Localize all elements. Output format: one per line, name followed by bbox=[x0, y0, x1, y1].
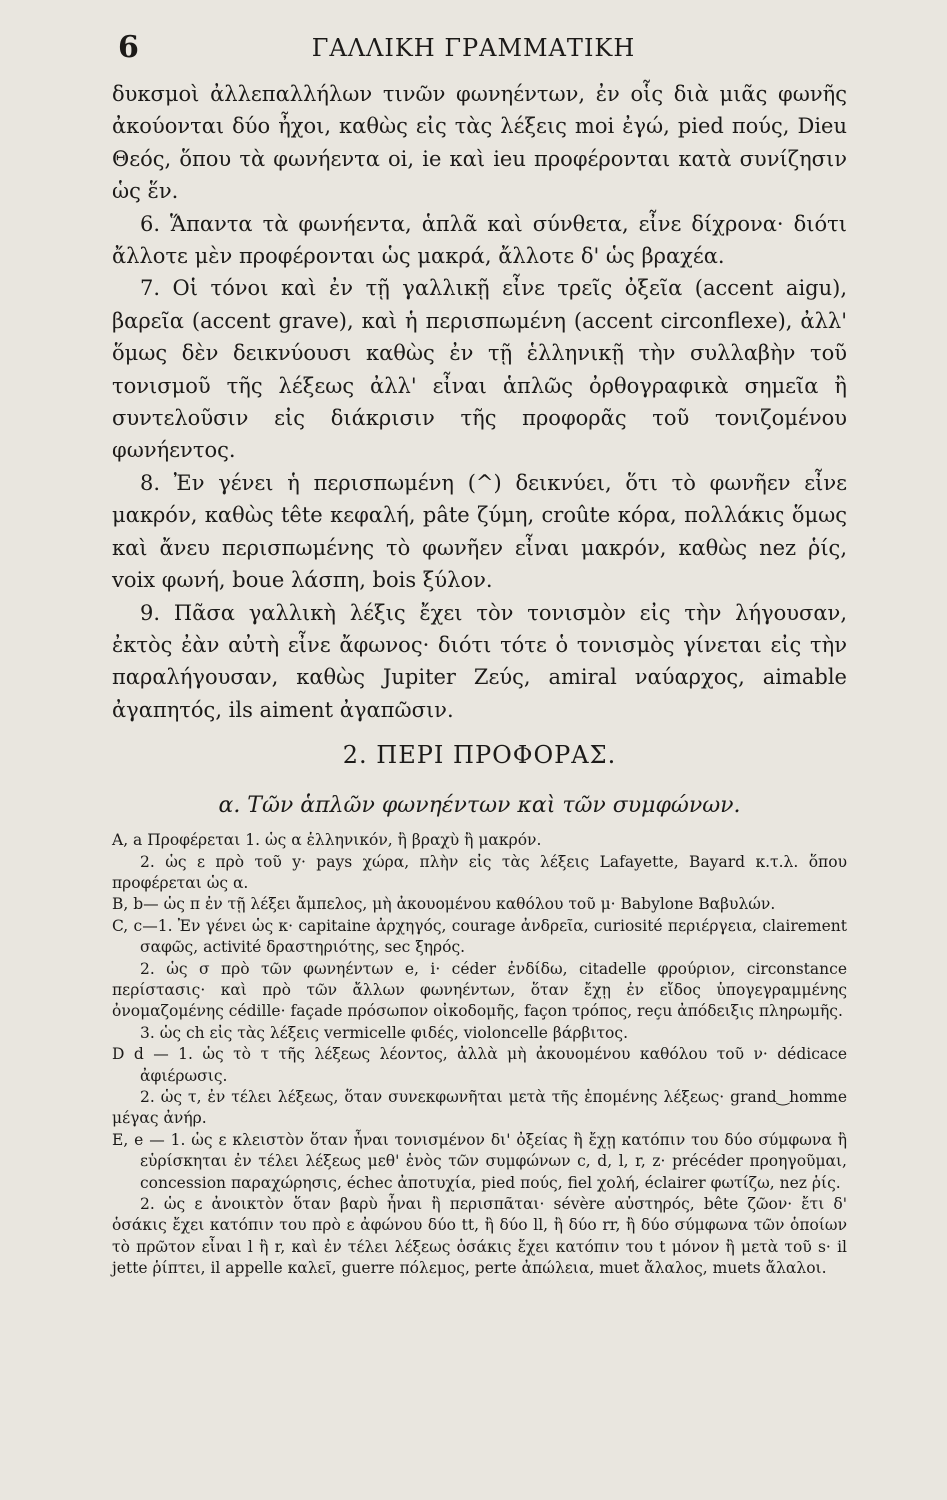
entry-d-2: 2. ὡς τ, ἐν τέλει λέξεως, ὅταν συνεκφωνῆται μετὰ τῆς ἑπομένης λέξεως· grand‿homme μέγας ἀνήρ. bbox=[112, 1088, 847, 1128]
paragraph-8: 8. Ἐν γένει ἡ περισπωμένη (^) δεικνύει, ὅτι τὸ φωνῆεν εἶνε μακρόν, καθὼς tête κεφαλή, pâte ζύμη, croûte κόρα, πολλάκις ὅμως καὶ ἄνευ περισπωμένης τὸ φωνῆεν εἶναι μακρόν, καθὼς nez ῥίς, voix φωνή, boue λάσπη, bois ξύλον. bbox=[112, 470, 847, 593]
paragraph-continuation: δυκσμοὶ ἀλλεπαλλήλων τινῶν φωνηέντων, ἐν οἷς διὰ μιᾶς φωνῆς ἀκούονται δύο ἦχοι, καθὼς εἰς τὰς λέξεις moi ἐγώ, pied πούς, Dieu Θεός, ὅπου τὰ φωνήεντα oi, ie καὶ ieu προφέρονται κατὰ συνίζησιν ὡς ἕν. bbox=[112, 82, 847, 204]
pronunciation-entries bbox=[112, 830, 847, 1280]
entry-c-3: 3. ὡς ch εἰς τὰς λέξεις vermicelle φιδές, violoncelle βάρβιτος. bbox=[140, 1023, 628, 1042]
paragraph-7: 7. Οἱ τόνοι καὶ ἐν τῇ γαλλικῇ εἶνε τρεῖς ὀξεῖα (accent aigu), βαρεῖα (accent grave), καὶ ἡ περισπωμένη (accent circonflexe), ἀλλ' ὅμως δὲν δεικνύουσι καθὼς ἐν τῇ ἑλληνικῇ τὴν συλλαβὴν τοῦ τονισμοῦ τῆς λέξεως ἀλλ' εἶναι ἁπλῶς ὀρθογραφικὰ σημεῖα ἢ συντελοῦσιν εἰς διάκρισιν τῆς προφορᾶς τοῦ τονιζομένου φωνήεντος. bbox=[112, 276, 847, 463]
page-number: 6 bbox=[118, 30, 139, 65]
section-heading: 2. ΠΕΡΙ ΠΡΟΦΟΡΑΣ. bbox=[342, 741, 617, 770]
body-text bbox=[112, 78, 847, 1280]
entry-a: A, a Προφέρεται 1. ὡς α ἑλληνικόν, ἢ βραχὺ ἢ μακρόν. bbox=[112, 831, 542, 850]
entry-c: C, c—1. Ἐν γένει ὡς κ· capitaine ἀρχηγός, courage ἀνδρεῖα, curiosité περιέργεια, clairement σαφῶς, activité δραστηριότης, sec ξηρός. bbox=[112, 916, 847, 957]
entry-e-2: 2. ὡς ε ἀνοικτὸν ὅταν βαρὺ ἦναι ἢ περισπᾶται· sévère αὐστηρός, bête ζῶον· ἔτι δ' ὁσάκις ἔχει κατόπιν του πρὸ ε ἀφώνου δύο tt, ἢ δύο ll, ἢ δύο rr, ἢ δύο σύμφωνα τῶν ὁποίων τὸ πρῶτον εἶναι l ἢ r, καὶ ἐν τέλει λέξεως ὁσάκις ἔχει κατόπιν του t μόνον ἢ μετὰ τοῦ s· il jette ῥίπτει, il appelle καλεῖ, guerre πόλεμος, perte ἀπώλεια, muet ἄλαλος, muets ἄλαλοι. bbox=[112, 1195, 847, 1278]
entry-b: B, b— ὡς π ἐν τῇ λέξει ἄμπελος, μὴ ἀκουομένου καθόλου τοῦ μ· Babylone Βαβυλών. bbox=[112, 895, 776, 914]
entry-d: D d — 1. ὡς τὸ τ τῆς λέξεως λέοντος, ἀλλὰ μὴ ἀκουομένου καθόλου τοῦ ν· dédicace ἀφιέρωσις. bbox=[112, 1045, 847, 1085]
entry-c-2: 2. ὡς σ πρὸ τῶν φωνηέντων e, i· céder ἐνδίδω, citadelle φρούριον, circonstance περίστασις· καὶ πρὸ τῶν ἄλλων φωνηέντων, ὅταν ἔχῃ ἐν εἴδος ὑπογεγραμμένης ὀνομαζομένης cédille· façade πρόσωπον οἰκοδομῆς, façon τρόπος, reçu ἀπόδειξις πληρωμῆς. bbox=[112, 959, 847, 1021]
sub-heading: α. Τῶν ἁπλῶν φωνηέντων καὶ τῶν συμφώνων. bbox=[218, 793, 741, 819]
paragraph-6: 6. Ἅπαντα τὰ φωνήεντα, ἁπλᾶ καὶ σύνθετα, εἶνε δίχρονα· διότι ἄλλοτε μὲν προφέρονται ὡς μακρά, ἄλλοτε δ' ὡς βραχέα. bbox=[112, 211, 847, 269]
entry-a-2: 2. ὡς ε πρὸ τοῦ y· pays χώρα, πλὴν εἰς τὰς λέξεις Lafayette, Bayard κ.τ.λ. ὅπου προφέρεται ὡς α. bbox=[112, 852, 847, 892]
page-header bbox=[110, 30, 837, 70]
paragraph-9: 9. Πᾶσα γαλλικὴ λέξις ἔχει τὸν τονισμὸν εἰς τὴν λήγουσαν, ἐκτὸς ἐὰν αὐτὴ εἶνε ἄφωνος· διότι τότε ὁ τονισμὸς γίνεται εἰς τὴν παραλήγουσαν, καθὼς Jupiter Ζεύς, amiral ναύαρχος, aimable ἀγαπητός, ils aiment ἀγαπῶσιν. bbox=[112, 600, 847, 722]
entry-e: E, e — 1. ὡς ε κλειστὸν ὅταν ἦναι τονισμένον δι' ὀξείας ἢ ἔχῃ κατόπιν του δύο σύμφωνα ἢ εὑρίσκηται ἐν τέλει λέξεως μεθ' ἑνὸς τῶν συμφώνων c, d, l, r, z· précéder προηγοῦμαι, concession παραχώρησις, échec ἀποτυχία, pied πούς, fiel χολή, éclairer φωτίζω, nez ῥίς. bbox=[112, 1130, 847, 1192]
running-title: ΓΑΛΛΙΚΗ ΓΡΑΜΜΑΤΙΚΗ bbox=[311, 34, 636, 62]
